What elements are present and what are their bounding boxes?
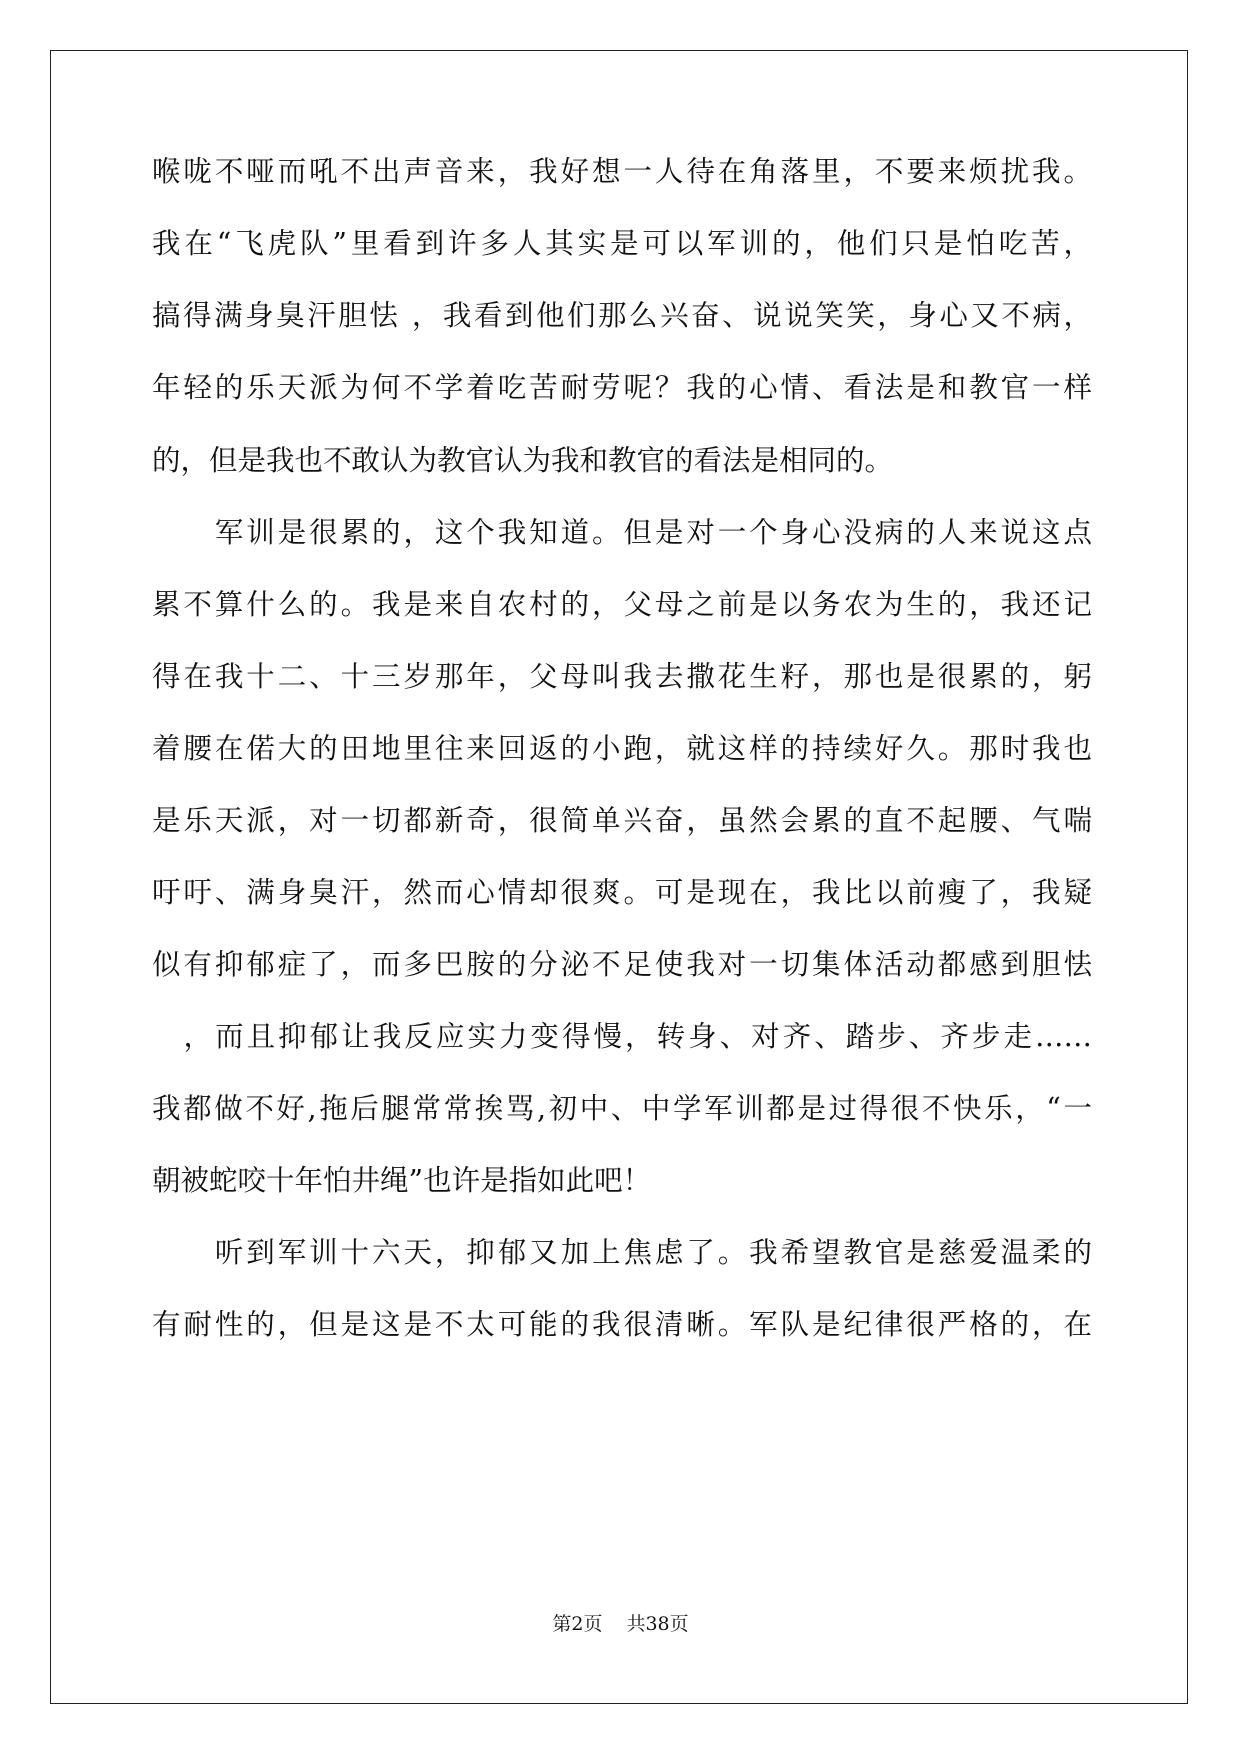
- text-line: 吁吁、满身臭汗，然而心情却很爽。可是现在，我比以前瘦了，我疑: [152, 876, 1092, 909]
- text-line: 得在我十二、十三岁那年，父母叫我去撒花生籽，那也是很累的，躬: [152, 660, 1092, 693]
- text-line: 军训是很累的，这个我知道。但是对一个身心没病的人来说这点: [152, 516, 1092, 549]
- page-footer: [0, 1612, 1241, 1636]
- text-line: 似有抑郁症了，而多巴胺的分泌不足使我对一切集体活动都感到胆怯: [152, 948, 1092, 981]
- text-line: 着腰在偌大的田地里往来回返的小跑，就这样的持续好久。那时我也: [152, 732, 1092, 765]
- text-line: 是乐天派，对一切都新奇，很简单兴奋，虽然会累的直不起腰、气喘: [152, 804, 1092, 837]
- text-line: 喉咙不哑而吼不出声音来，我好想一人待在角落里，不要来烦扰我。: [152, 155, 1092, 188]
- text-line: 的，但是我也不敢认为教官认为我和教官的看法是相同的。: [152, 444, 894, 477]
- text-line: 累不算什么的。我是来自农村的，父母之前是以务农为生的，我还记: [152, 588, 1092, 621]
- text-line: 我都做不好,拖后腿常常挨骂,初中、中学军训都是过得很不快乐，“一: [152, 1092, 1092, 1125]
- text-line: 搞得满身臭汗胆怯 ，我看到他们那么兴奋、说说笑笑，身心又不病，: [152, 299, 1092, 332]
- text-line: 年轻的乐天派为何不学着吃苦耐劳呢？我的心情、看法是和教官一样: [152, 371, 1092, 404]
- page-total: 共38页: [626, 1613, 689, 1635]
- text-line: 朝被蛇咬十年怕井绳”也许是指如此吧！: [152, 1164, 652, 1197]
- text-line: ，而且抑郁让我反应实力变得慢，转身、对齐、踏步、齐步走……: [152, 1020, 1092, 1053]
- text-line: 有耐性的，但是这是不太可能的我很清晰。军队是纪律很严格的，在: [152, 1308, 1092, 1341]
- text-line: 我在“飞虎队”里看到许多人其实是可以军训的，他们只是怕吃苦，: [152, 227, 1092, 260]
- text-line: 听到军训十六天，抑郁又加上焦虑了。我希望教官是慈爱温柔的: [152, 1236, 1092, 1269]
- page-number: 第2页: [552, 1613, 603, 1635]
